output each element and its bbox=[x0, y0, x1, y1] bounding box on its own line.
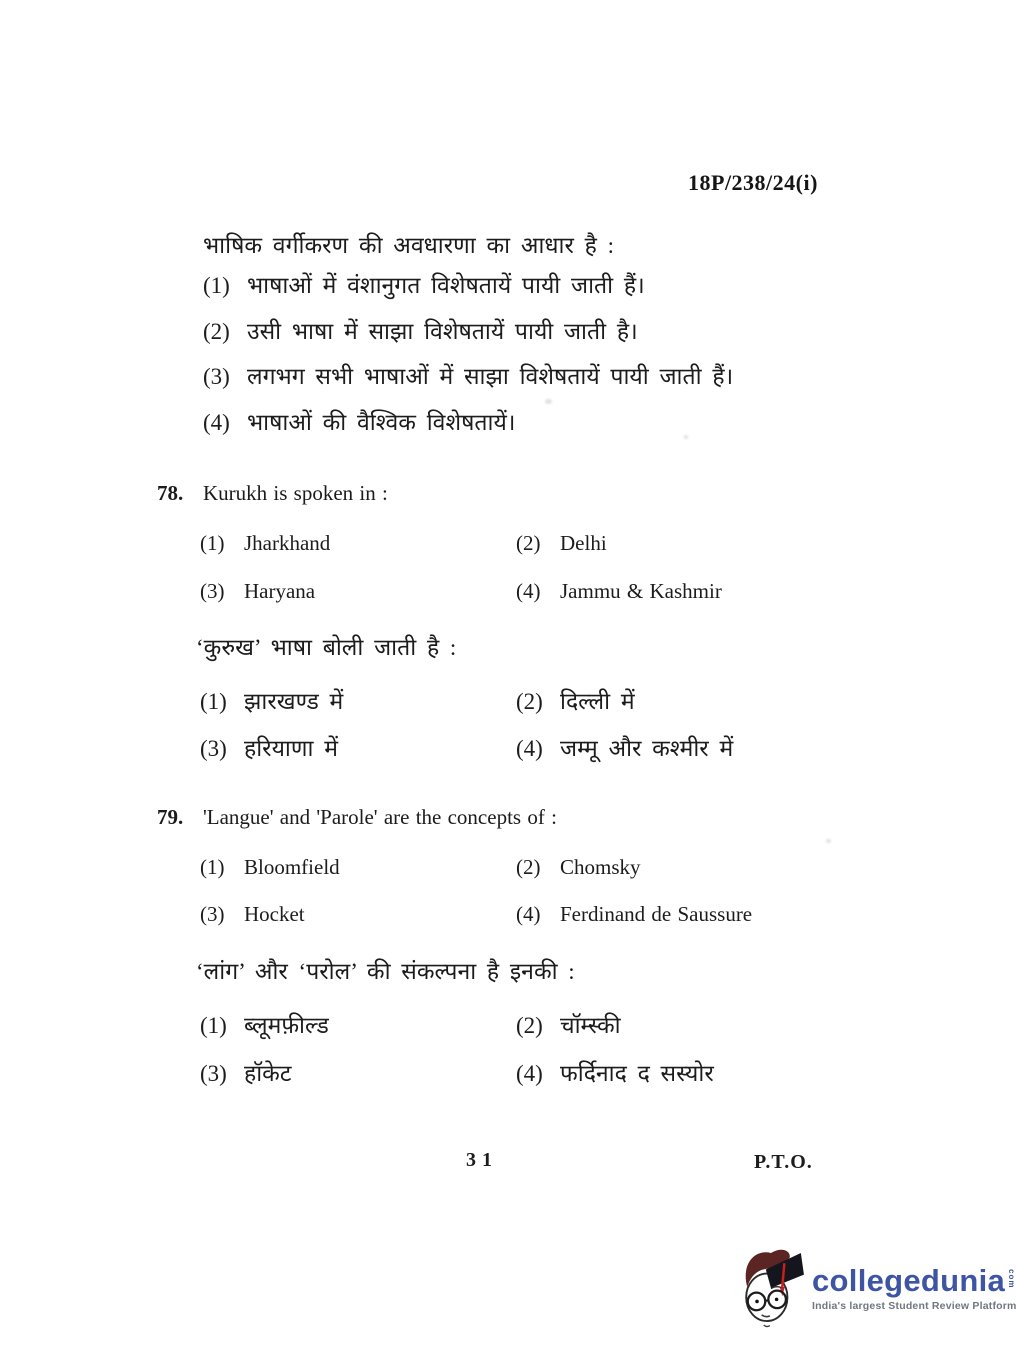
option bbox=[516, 855, 641, 880]
option bbox=[516, 1056, 714, 1088]
question-number: 79. bbox=[157, 805, 184, 829]
question-row bbox=[157, 805, 557, 830]
option-text: Chomsky bbox=[560, 855, 641, 879]
option-number: (3) bbox=[200, 579, 225, 603]
collegedunia-logo bbox=[740, 1243, 1017, 1331]
option bbox=[200, 855, 340, 880]
option bbox=[200, 902, 305, 927]
option-number: (3) bbox=[200, 902, 225, 926]
option-text: भाषाओं की वैश्विक विशेषतायें। bbox=[247, 410, 516, 435]
option-number: (4) bbox=[203, 410, 230, 435]
option-number: (2) bbox=[516, 855, 541, 879]
option-number: (1) bbox=[203, 273, 230, 298]
brand-tld: com bbox=[1007, 1269, 1017, 1289]
scan-artifact bbox=[545, 399, 552, 404]
option bbox=[516, 902, 752, 927]
option-number: (1) bbox=[200, 855, 225, 879]
option-text: Ferdinand de Saussure bbox=[560, 902, 753, 926]
option bbox=[200, 531, 330, 556]
option-text: Jharkhand bbox=[244, 531, 331, 555]
option bbox=[516, 1008, 621, 1040]
option-number: (1) bbox=[200, 1013, 227, 1038]
question-stem: 'Langue' and 'Parole' are the concepts of : bbox=[203, 805, 557, 829]
option-number: (4) bbox=[516, 902, 541, 926]
option bbox=[200, 1008, 329, 1040]
option-text: हॉकेट bbox=[244, 1061, 292, 1086]
option-number: (2) bbox=[516, 531, 541, 555]
option-text: हरियाणा में bbox=[244, 736, 338, 761]
option-number: (4) bbox=[516, 579, 541, 603]
option bbox=[516, 579, 722, 604]
option-number: (2) bbox=[516, 689, 543, 714]
option-number: (3) bbox=[200, 736, 227, 761]
page-number: 31 bbox=[466, 1149, 498, 1171]
option-number: (2) bbox=[203, 319, 230, 344]
brand-tagline: India's largest Student Review Platform bbox=[812, 1300, 1017, 1312]
option-number: (3) bbox=[200, 1061, 227, 1086]
option-number: (4) bbox=[516, 736, 543, 761]
option-text: उसी भाषा में साझा विशेषतायें पायी जाती है। bbox=[247, 319, 638, 344]
option-text: Jammu & Kashmir bbox=[560, 579, 722, 603]
option bbox=[200, 579, 315, 604]
option bbox=[200, 1056, 291, 1088]
option-text: लगभग सभी भाषाओं में साझा विशेषतायें पायी जाती हैं। bbox=[247, 364, 734, 389]
option-text: भाषाओं में वंशानुगत विशेषतायें पायी जाती हैं। bbox=[247, 273, 645, 298]
question-stem: ‘कुरुख’ भाषा बोली जाती है : bbox=[196, 635, 457, 660]
option-text: जम्मू और कश्मीर में bbox=[560, 736, 734, 761]
option bbox=[200, 731, 338, 763]
question-stem: ‘लांग’ और ‘परोल’ की संकल्पना है इनकी : bbox=[196, 959, 575, 984]
pto-label: P.T.O. bbox=[754, 1151, 813, 1173]
option-text: दिल्ली में bbox=[560, 689, 635, 714]
option bbox=[200, 684, 343, 716]
option-text: चॉम्स्की bbox=[560, 1013, 621, 1038]
option-number: (3) bbox=[203, 364, 230, 389]
question-stem: भाषिक वर्गीकरण की अवधारणा का आधार है : bbox=[203, 233, 615, 258]
option-text: Haryana bbox=[244, 579, 316, 603]
option bbox=[203, 268, 645, 300]
question-number: 78. bbox=[157, 481, 184, 505]
option-number: (1) bbox=[200, 689, 227, 714]
option-text: Bloomfield bbox=[244, 855, 340, 879]
scan-artifact bbox=[826, 839, 831, 843]
paper-code: 18P/238/24(i) bbox=[688, 170, 818, 195]
option bbox=[203, 405, 516, 437]
option-number: (1) bbox=[200, 531, 225, 555]
option-number: (2) bbox=[516, 1013, 543, 1038]
collegedunia-mascot-icon bbox=[740, 1243, 806, 1331]
option-text: Hocket bbox=[244, 902, 305, 926]
option bbox=[203, 314, 638, 346]
question-row bbox=[157, 481, 388, 506]
option bbox=[516, 531, 607, 556]
scan-artifact bbox=[684, 435, 688, 439]
option-text: ब्लूमफ़ील्ड bbox=[244, 1013, 329, 1038]
question-stem: Kurukh is spoken in : bbox=[203, 481, 388, 505]
option bbox=[516, 731, 733, 763]
option-text: Delhi bbox=[560, 531, 607, 555]
option bbox=[516, 684, 635, 716]
option-number: (4) bbox=[516, 1061, 543, 1086]
brand-text: collegedunia bbox=[812, 1263, 1006, 1298]
option-text: फर्दिनाद द सस्योर bbox=[560, 1061, 714, 1086]
option-text: झारखण्ड में bbox=[244, 689, 344, 714]
option bbox=[203, 359, 733, 391]
